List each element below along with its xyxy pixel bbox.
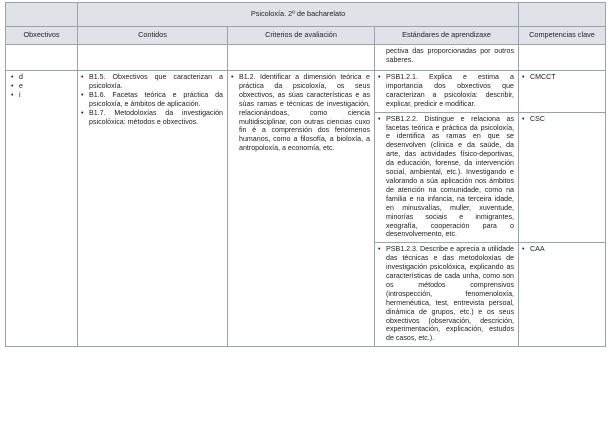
curriculum-table-page bbox=[5, 2, 605, 347]
competence-list-1 bbox=[519, 71, 605, 84]
col-header-contidos: Contidos bbox=[78, 27, 228, 45]
title-spacer bbox=[6, 3, 78, 27]
criterio-item: • B1.2. Identificar a dimensión teórica e práctica da psicoloxía, os seus obxectivos, as súas características e as súas ramas e técnicas de investigación, relacionándoas, como ciencia multidisciplinar, con outras ciencias cuxo fin é a comprensión dos fenómenos humanos, como a filosofía, a bioloxía, a antropoloxía, a economía, etc. bbox=[231, 73, 370, 153]
standard-list-3 bbox=[375, 243, 518, 346]
col-header-estandares: Estándares de aprendizaxe bbox=[375, 27, 519, 45]
title-spacer-right bbox=[519, 3, 606, 27]
standard-list-1 bbox=[375, 71, 518, 112]
col-header-competencias: Competencias clave bbox=[519, 27, 606, 45]
competence-cell-2 bbox=[519, 112, 606, 243]
contido-item: • B1.6. Facetas teórica e práctica da psicoloxía, e ámbitos de aplicación. bbox=[81, 91, 223, 109]
curriculum-table bbox=[5, 2, 606, 347]
continued-standard-text: pectiva das proporcionadas por outros saberes. bbox=[386, 47, 514, 64]
continued-contidos bbox=[78, 45, 228, 71]
column-header-row bbox=[6, 27, 606, 45]
continued-standard-cell bbox=[375, 45, 519, 71]
continued-row bbox=[6, 45, 606, 71]
content-row-1 bbox=[6, 71, 606, 113]
obxectivos-list bbox=[6, 71, 77, 102]
continued-obxectivos bbox=[6, 45, 78, 71]
contidos-list bbox=[78, 71, 227, 128]
obxectivo-item: • d bbox=[11, 73, 73, 82]
competence-cell-1 bbox=[519, 71, 606, 113]
standard-cell-3 bbox=[375, 243, 519, 347]
criterios-list bbox=[228, 71, 374, 155]
standard-cell-2 bbox=[375, 112, 519, 243]
competence-list-3 bbox=[519, 243, 605, 256]
competence-item: • CSC bbox=[522, 115, 601, 124]
standard-item: • PSB1.2.2. Distingue e relaciona as facetas teórica e práctica da psicoloxía, e identifica as ramas en que se desenvolven (clínica e da saúde, da arte, das actividades físico-deportivas, da educación, forense, da intervención social, ambiental, etc.). Investigando e valorando a súa aplicación nos ámbitos de atención na comunidade, como na familia e na infancia, na terceira idade, en minusvalías, muller, xuventude, minorías sociais e inmigrantes, xeografía, cooperación para o desenvolvemento, etc. bbox=[378, 115, 514, 240]
competence-cell-3 bbox=[519, 243, 606, 347]
contidos-cell bbox=[78, 71, 228, 347]
criterios-cell bbox=[228, 71, 375, 347]
obxectivo-item: • e bbox=[11, 82, 73, 91]
contido-item: • B1.7. Metodoloxías da investigación psicolóxica: métodos e obxectivos. bbox=[81, 109, 223, 127]
obxectivos-cell bbox=[6, 71, 78, 347]
table-title: Psicoloxía. 2º de bacharelato bbox=[78, 3, 519, 27]
col-header-obxectivos: Obxectivos bbox=[6, 27, 78, 45]
contido-item: • B1.5. Obxectivos que caracterizan a psicoloxía. bbox=[81, 73, 223, 91]
standard-item: • PSB1.2.3. Describe e aprecia a utilidade das técnicas e das metodoloxías de investigación psicolóxica, explicando as características de cada unha, como son os métodos comprensivos (introspección, fenomenoloxía, hermenéutica, test, entrevista persoal, dinámica de grupos, etc.) e os seus obxectivos (observación, descrición, experimentación, explicación, estudos de casos, etc.). bbox=[378, 245, 514, 343]
col-header-criterios: Criterios de avaliación bbox=[228, 27, 375, 45]
continued-criterios bbox=[228, 45, 375, 71]
standard-cell-1 bbox=[375, 71, 519, 113]
continued-competencias bbox=[519, 45, 606, 71]
competence-item: • CMCCT bbox=[522, 73, 601, 82]
title-row bbox=[6, 3, 606, 27]
competence-item: • CAA bbox=[522, 245, 601, 254]
competence-list-2 bbox=[519, 113, 605, 126]
standard-item: • PSB1.2.1. Explica e estima a importancia dos obxectivos que caracterizan a psicoloxía: describir, explicar, predicir e modificar. bbox=[378, 73, 514, 109]
obxectivo-item: • i bbox=[11, 91, 73, 100]
standard-list-2 bbox=[375, 113, 518, 243]
